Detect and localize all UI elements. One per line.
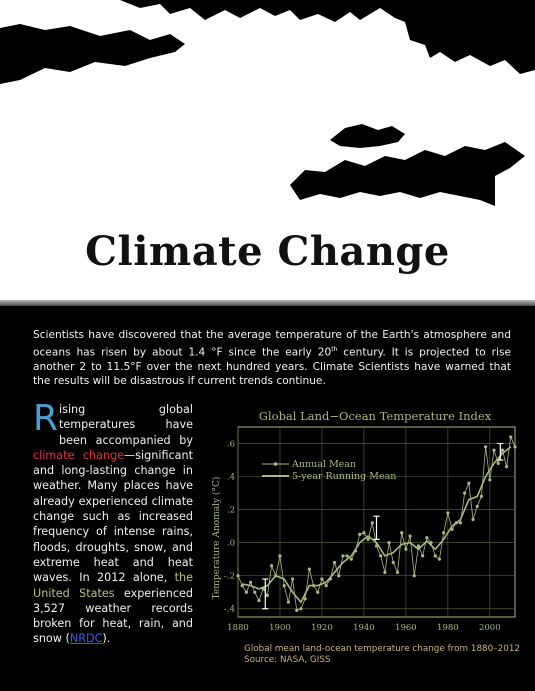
annual-mean-point [513, 445, 516, 448]
intro-text-part2: century. It is projected to rise another 2 to 11.5°F over the next hundred years. Climate Scientists have warned that the results will be disastrous if current trends continue. [33, 346, 511, 388]
annual-mean-point [408, 534, 411, 537]
intro-superscript: th [331, 345, 338, 353]
annual-mean-point [295, 609, 298, 612]
annual-mean-point [492, 449, 495, 452]
annual-mean-point [350, 558, 353, 561]
annual-mean-point [400, 531, 403, 534]
chart-caption [244, 644, 520, 666]
nrdc-link[interactable]: NRDC [69, 632, 103, 646]
annual-mean-point [446, 511, 449, 514]
annual-mean-point [501, 449, 504, 452]
annual-mean-point [471, 518, 474, 521]
annual-mean-point [358, 533, 361, 536]
annual-mean-point [396, 571, 399, 574]
annual-mean-point [291, 577, 294, 580]
article-text-3: experienced 3,527 weather records broken for heat, rain, and snow ( [33, 586, 193, 646]
y-tick-label: .6 [226, 439, 235, 450]
x-tick-label: 1900 [269, 623, 291, 633]
article-text-4: ). [102, 632, 111, 646]
y-tick-label: -.4 [224, 604, 235, 615]
annual-mean-point [367, 538, 370, 541]
united-states-link[interactable]: the United States [33, 571, 193, 600]
annual-mean-point [505, 465, 508, 468]
annual-mean-point [346, 554, 349, 557]
annual-mean-point [270, 564, 273, 567]
annual-mean-point [404, 548, 407, 551]
annual-mean-point [425, 536, 428, 539]
annual-mean-point [387, 541, 390, 544]
annual-mean-point [283, 584, 286, 587]
page-title: Climate Change [85, 228, 450, 275]
annual-mean-point [320, 577, 323, 580]
annual-mean-point [325, 584, 328, 587]
annual-mean-point [421, 554, 424, 557]
annual-mean-point [333, 561, 336, 564]
legend-running-label: 5-year Running Mean [292, 471, 397, 482]
annual-mean-point [488, 478, 491, 481]
chart-y-axis-label: Temperature Anomaly (°C) [212, 476, 222, 600]
article-text-1: ising global temperatures have been accompanied by [59, 403, 193, 447]
annual-mean-point [266, 594, 269, 597]
annual-mean-point [337, 574, 340, 577]
annual-mean-point [484, 445, 487, 448]
annual-mean-point [341, 554, 344, 557]
annual-mean-point [249, 581, 252, 584]
chart-title: Global Land−Ocean Temperature Index [258, 409, 492, 423]
annual-mean-point [257, 599, 260, 602]
article-paragraph [33, 398, 193, 647]
annual-mean-point [379, 554, 382, 557]
annual-mean-point [438, 558, 441, 561]
annual-mean-point [442, 531, 445, 534]
annual-mean-point [467, 482, 470, 485]
annual-mean-point [287, 601, 290, 604]
hero-banner [0, 0, 535, 300]
annual-mean-point [413, 574, 416, 577]
y-tick-label: .2 [226, 505, 235, 516]
annual-mean-point [480, 495, 483, 498]
annual-mean-point [253, 591, 256, 594]
x-tick-label: 1980 [437, 623, 459, 633]
drop-cap: R [33, 398, 59, 439]
legend-annual-label: Annual Mean [292, 459, 357, 470]
annual-mean-point [362, 531, 365, 534]
chart-caption-line2: Source: NASA, GISS [244, 655, 331, 665]
x-tick-label: 1880 [227, 623, 249, 633]
annual-mean-point [308, 567, 311, 570]
climate-change-link[interactable]: climate change [33, 448, 125, 462]
y-tick-label: .0 [226, 538, 235, 549]
article-text-2: —significant and long-lasting change in weather. Many places have already experienced climate change such as increased frequency of intense rains, floods, droughts, snow, and extreme heat and heat waves. In 2012 alone, [33, 448, 193, 585]
intro-paragraph [33, 328, 511, 389]
annual-mean-point [392, 561, 395, 564]
x-tick-label: 1960 [395, 623, 417, 633]
temperature-chart [205, 403, 520, 635]
y-tick-label: -.2 [224, 571, 235, 582]
annual-mean-point [509, 435, 512, 438]
legend-annual-marker [274, 462, 278, 466]
annual-mean-point [278, 554, 281, 557]
annual-mean-point [463, 491, 466, 494]
section-divider [0, 300, 535, 306]
x-tick-label: 2000 [478, 623, 501, 633]
annual-mean-point [459, 521, 462, 524]
annual-mean-point [371, 521, 374, 524]
x-tick-label: 1920 [311, 623, 333, 633]
annual-mean-point [434, 554, 437, 557]
annual-mean-point [316, 591, 319, 594]
x-tick-label: 1940 [353, 623, 375, 633]
y-tick-label: .4 [226, 472, 235, 483]
annual-mean-point [383, 571, 386, 574]
annual-mean-point [299, 607, 302, 610]
chart-caption-line1: Global mean land-ocean temperature change from 1880–2012 [244, 644, 521, 654]
annual-mean-point [497, 462, 500, 465]
annual-mean-point [245, 591, 248, 594]
annual-mean-point [236, 574, 239, 577]
annual-mean-point [476, 505, 479, 508]
intro-text-part1: Scientists have discovered that the average temperature of the Earth's atmosphere and oceans has risen by about 1.4 °F since the early 20 [33, 329, 511, 359]
